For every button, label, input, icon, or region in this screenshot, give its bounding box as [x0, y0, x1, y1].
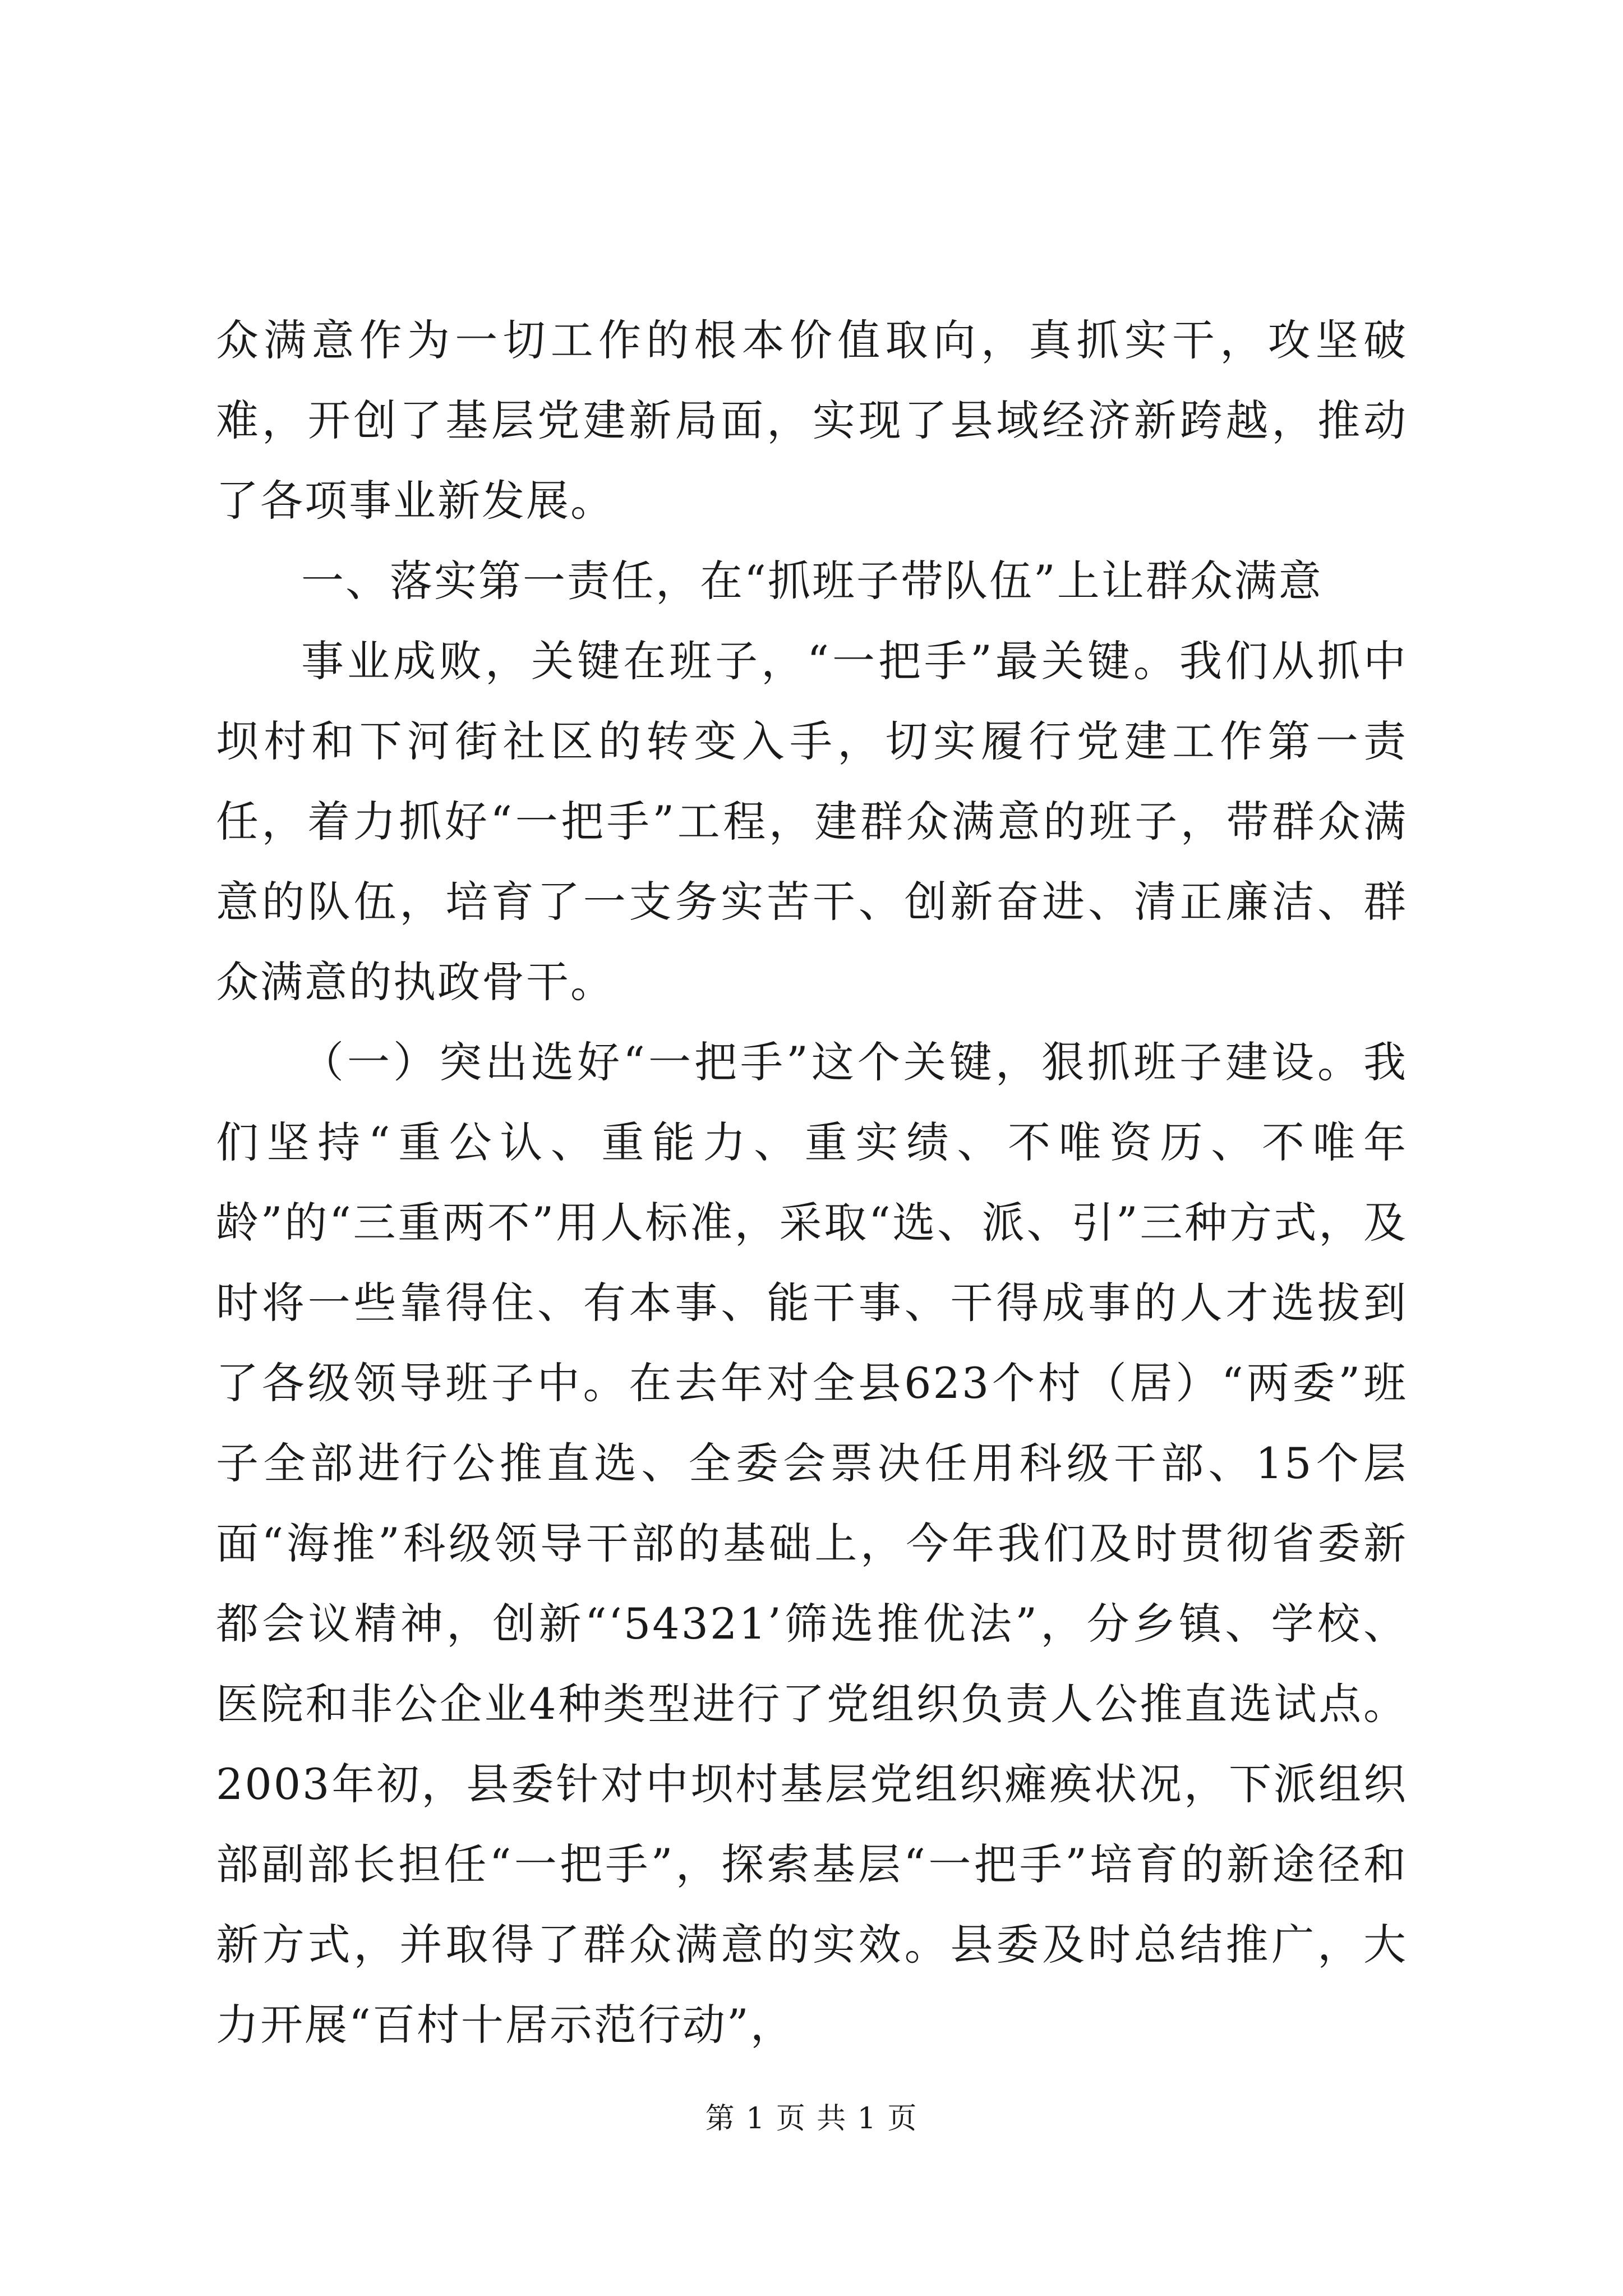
document-body: [216, 300, 1408, 2065]
page-footer: 第 1 页 共 1 页: [705, 2102, 918, 2136]
paragraph-continuation: 众满意作为一切工作的根本价值取向，真抓实干，攻坚破难，开创了基层党建新局面，实现了县域经济新跨越，推动了各项事业新发展。: [216, 315, 1408, 526]
section-heading: 一、落实第一责任，在“抓班子带队伍”上让群众满意: [301, 556, 1323, 606]
paragraph-section-intro: 事业成败，关键在班子，“一把手”最关键。我们从抓中坝村和下河街社区的转变入手，切实履行党建工作第一责任，着力抓好“一把手”工程，建群众满意的班子，带群众满意的队伍，培育了一支务实苦干、创新奋进、清正廉洁、群众满意的执政骨干。: [216, 636, 1408, 1007]
paragraph-subsection-one: （一）突出选好“一把手”这个关键，狠抓班子建设。我们坚持“重公认、重能力、重实绩、不唯资历、不唯年龄”的“三重两不”用人标准，采取“选、派、引”三种方式，及时将一些靠得住、有本事、能干事、干得成事的人才选拔到了各级领导班子中。在去年对全县623个村（居）“两委”班子全部进行公推直选、全委会票决任用科级干部、15个层面“海推”科级领导干部的基础上，今年我们及时贯彻省委新都会议精神，创新“‘54321’筛选推优法”，分乡镇、学校、医院和非公企业4种类型进行了党组织负责人公推直选试点。2003年初，县委针对中坝村基层党组织瘫痪状况，下派组织部副部长担任“一把手”，探索基层“一把手”培育的新途径和新方式，并取得了群众满意的实效。县委及时总结推广，大力开展“百村十居示范行动”，: [216, 1037, 1408, 2050]
